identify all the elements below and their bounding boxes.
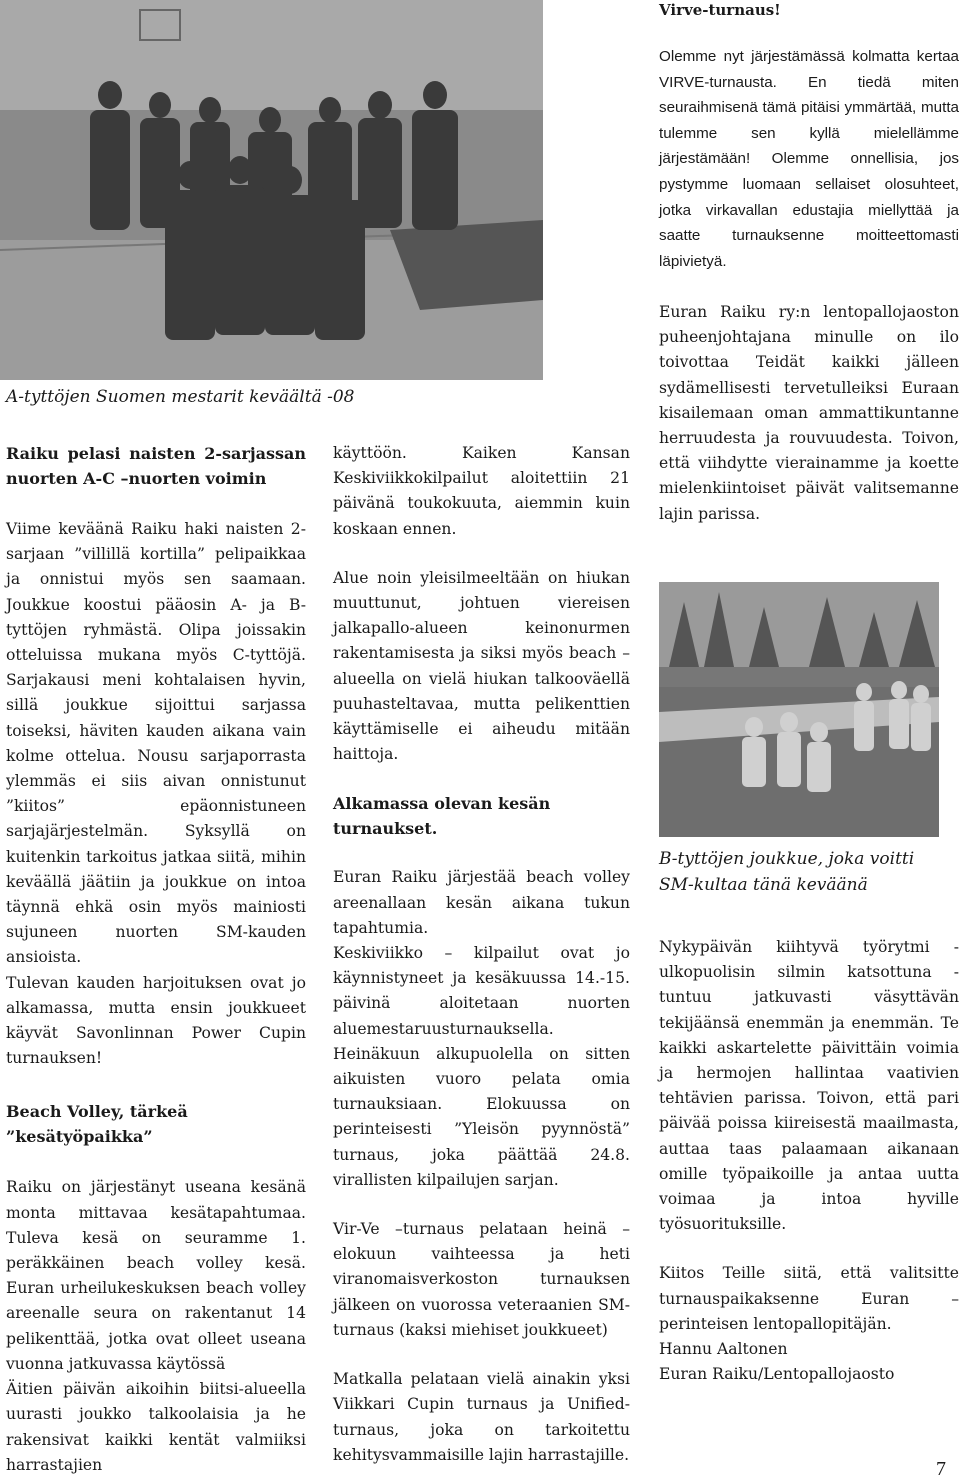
column-1 [6, 441, 306, 1478]
column-3-top [659, 0, 959, 274]
section-heading-beach-volley: Beach Volley, tärkeä ”kesätyöpaikka” [6, 1102, 188, 1147]
paragraph: Euran Raiku järjestää beach volley areenallaan kesän aikana tukun tapahtumia. [333, 868, 630, 937]
beach-photo-caption: B-tyttöjen joukkue, joka voitti SM-kultaa tänä keväänä [659, 849, 915, 895]
team-photo [0, 0, 543, 380]
paragraph: Äitien päivän aikoihin biitsi-alueella uurasti joukko talkoolaisia ja he rakensivat kaikki kentät valmiiksi harrastajien [6, 1380, 306, 1474]
paragraph: Tulevan kauden harjoituksen ovat jo alkamassa, mutta ensin joukkueet käyvät Savonlinnan Power Cupin turnauksen! [6, 973, 306, 1068]
page-number: 7 [936, 1458, 946, 1480]
paragraph: Euran Raiku ry:n lentopallojaoston puheenjohtajana minulle on ilo toivottaa Teidät kaikki jälleen sydämellisesti tervetulleiksi Euraan kisailemaan oman ammattikuntanne herruudesta ja rouvuudesta. Toivon, että viihdytte vierainamme ja koette mielenkiintoiset päivät valitsemanne lajin parissa. [659, 303, 959, 523]
beach-volley-photo [659, 582, 939, 837]
paragraph: Nykypäivän kiihtyvä työrytmi - ulkopuolisin silmin katsottuna - tuntuu jatkuvasti väsyttävän tekijäänsä enemmän ja enemmän. Te kaikki askartelette päivittäin voimia ja hermojen hallintaa vaativien tehtävien parissa. Toivon, että pari päivää poissa kiireisestä maailmasta, auttaa taas palaamaan aikanaan omille työpaikoille ja antaa uutta voimaa ja intoa hyville työsuorituksille. [659, 938, 959, 1234]
team-photo-icon [0, 0, 543, 380]
paragraph: Keskiviikko – kilpailut ovat jo käynnistyneet ja kesäkuussa 14.-15. päivinä aloitetaan nuorten aluemestaruusturnauksella. [333, 944, 630, 1038]
beach-team-photo-icon [659, 582, 939, 837]
column-3-bottom [659, 935, 959, 1387]
paragraph: Heinäkuun alkupuolella on sitten aikuisten vuoro pelata omia turnauksiaan. Elokuussa on perinteisesti ”Yleisön pyynnöstä” turnaus, joka päättää 24.8. virallisten kilpailujen sarjan. [333, 1044, 630, 1189]
paragraph: Vir-Ve –turnaus pelataan heinä – elokuun vaihteessa ja heti viranomaisverkoston turnauksen jälkeen on vuorossa veteraanien SM-turnaus (kaksi miehiset joukkueet) [333, 1220, 630, 1339]
column-3-middle [659, 300, 959, 527]
column-2 [333, 441, 630, 1468]
team-photo-caption: A-tyttöjen Suomen mestarit keväältä -08 [6, 387, 355, 407]
section-heading-virve: Virve-turnaus! [659, 1, 781, 19]
paragraph: Matkalla pelataan vielä ainakin yksi Viikkari Cupin turnaus ja Unified-turnaus, joka on tarkoitettu kehitysvammaisille lajin harrastajille. [333, 1370, 630, 1464]
paragraph: käyttöön. Kaiken Kansan Keskiviikkokilpailut aloitettiin 21 päivänä toukokuuta, aiemmin kuin koskaan ennen. [333, 444, 630, 538]
paragraph: Kiitos Teille siitä, että valitsitte turnauspaikaksenne Euran – perinteisen lentopallopitäjän. [659, 1264, 959, 1333]
section-heading-turnaukset: Alkamassa olevan kesän turnaukset. [333, 794, 551, 839]
signature-name: Hannu Aaltonen [659, 1340, 788, 1359]
paragraph: Raiku on järjestänyt useana kesänä monta mittavaa kesätapahtumaa. Tuleva kesä on seuramme 1. peräkkäinen beach volley kesä. Euran urheilukeskuksen beach volley areenalle seura on rakentanut 14 pelikenttää, jotka ovat olleet useana vuonna jatkuvassa käytössä [6, 1178, 306, 1373]
signature-org: Euran Raiku/Lentopallojaosto [659, 1365, 895, 1384]
paragraph: Viime keväänä Raiku haki naisten 2-sarjaan ”villillä kortilla” pelipaikkaa ja onnistui myös sen saamaan. Joukkue koostui pääosin A- ja B- tyttöjen ryhmästä. Olipa joissakin otteluissa mukana myös C-tyttöjä. Sarjakausi meni kohtalaisen hyvin, sillä joukkue sijoittui sarjassa toiseksi, häviten kauden aikana vain kolme ottelua. Nousu sarjaporrasta ylemmäs ei siis aivan onnistunut ”kiitos” epäonnistuneen sarjajärjestelmän. Syksyllä on kuitenkin tarkoitus jatkaa siitä, mihin keväällä jäätiin ja joukkue on intoa täynnä ehkä osin myös mainiosti sujuneen nuorten SM-kauden ansioista. [6, 520, 306, 967]
paragraph: Alue noin yleisilmeeltään on hiukan muuttunut, johtuen viereisen jalkapallo-alueen keinonurmen rakentamisesta ja siksi myös beach – alueella on vielä hiukan talkooväellä puuhasteltavaa, mutta pelikenttien käyttämiselle ei aiheudu mitään haittoja. [333, 568, 630, 764]
paragraph: Olemme nyt järjestämässä kolmatta kertaa VIRVE-turnausta. En tiedä miten seuraihmisenä tämä pitäisi ymmärtää, mutta tulemme sen kyllä mielellämme järjestämään! Olemme onnellisia, jos pystymme luomaan sellaiset olosuhteet, jotka virkavallan edustajia miellyttää ja saatte turnauksenne moitteettomasti läpivietyä. [659, 48, 959, 270]
section-heading-naisten: Raiku pelasi naisten 2-sarjassan nuorten A-C –nuorten voimin [6, 444, 306, 488]
